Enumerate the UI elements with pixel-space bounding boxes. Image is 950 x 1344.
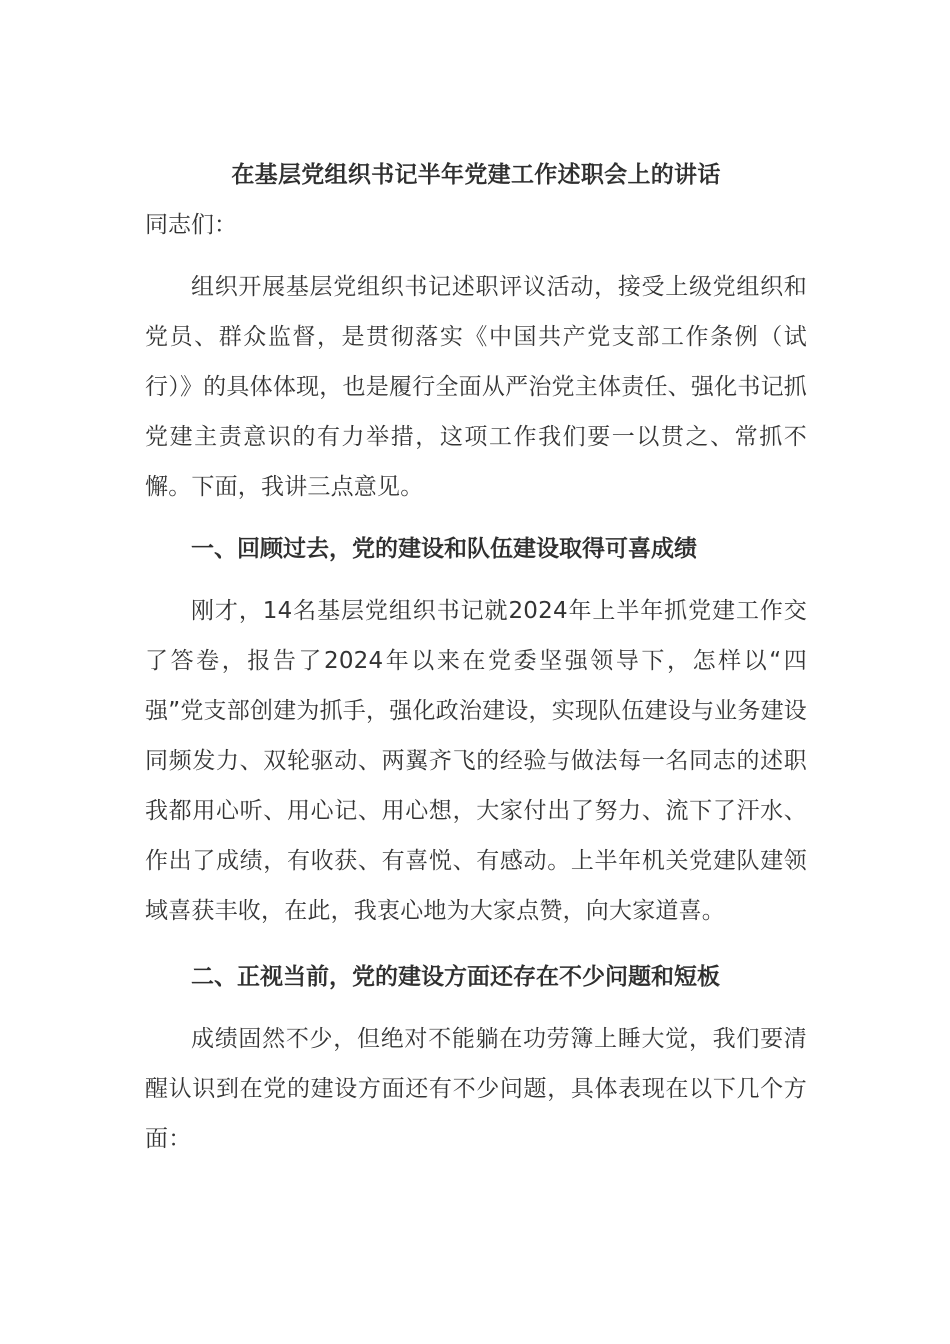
document-body <box>145 150 807 1176</box>
salutation: 同志们： <box>145 212 237 238</box>
section-heading-1: 一、回顾过去，党的建设和队伍建设取得可喜成绩 <box>191 536 697 562</box>
intro-paragraph: 组织开展基层党组织书记述职评议活动，接受上级党组织和党员、群众监督，是贯彻落实《中国共产党支部工作条例（试行）》的具体体现，也是履行全面从严治党主体责任、强化书记抓党建主责意识的有力举措，这项工作我们要一以贯之、常抓不懈。下面，我讲三点意见。 <box>145 274 807 500</box>
section-1-paragraph: 刚才，14名基层党组织书记就2024年上半年抓党建工作交了答卷，报告了2024年以来在党委坚强领导下，怎样以“四强”党支部创建为抓手，强化政治建设，实现队伍建设与业务建设同频发力、双轮驱动、两翼齐飞的经验与做法每一名同志的述职我都用心听、用心记、用心想，大家付出了努力、流下了汗水、作出了成绩，有收获、有喜悦、有感动。上半年机关党建队建领域喜获丰收，在此，我衷心地为大家点赞，向大家道喜。 <box>145 598 807 924</box>
section-heading-2: 二、正视当前，党的建设方面还存在不少问题和短板 <box>191 964 720 990</box>
document-title: 在基层党组织书记半年党建工作述职会上的讲话 <box>231 162 721 188</box>
section-2-paragraph: 成绩固然不少，但绝对不能躺在功劳簿上睡大觉，我们要清醒认识到在党的建设方面还有不少问题，具体表现在以下几个方面： <box>145 1026 807 1152</box>
